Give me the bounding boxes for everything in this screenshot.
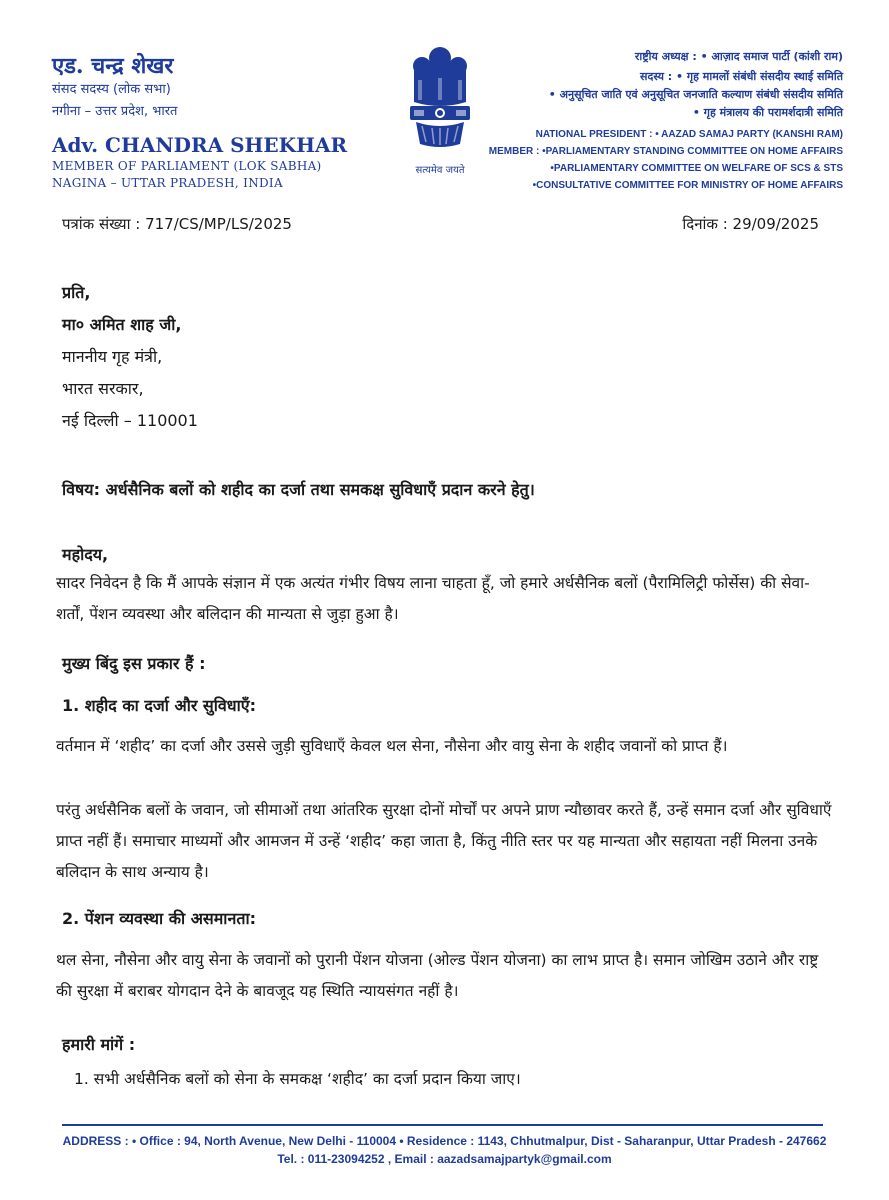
hindi-constituency: नगीना – उत्तर प्रदेश, भारत: [52, 104, 178, 119]
demands-heading: हमारी मांगें :: [62, 1035, 136, 1054]
footer-divider: [62, 1124, 823, 1126]
point2-paragraph: थल सेना, नौसेना और वायु सेना के जवानों को पुरानी पेंशन योजना (ओल्ड पेंशन योजना) का लाभ प्राप्त है। समान जोखिम उठाने और राष्ट्र की सुरक्षा में बराबर योगदान देने के बावजूद यह स्थिति न्यायसंगत नहीं है।: [56, 951, 819, 1000]
demand-1: 1. सभी अर्धसैनिक बलों को सेना के समकक्ष ‘शहीद’ का दर्जा प्रदान किया जाए।: [74, 1070, 521, 1088]
recipient-designation: माननीय गृह मंत्री,: [62, 347, 163, 366]
recipient-name: मा० अमित शाह जी,: [62, 315, 182, 334]
point1-paragraph-1: वर्तमान में ‘शहीद’ का दर्जा और उससे जुड़ी सुविधाएँ केवल थल सेना, नौसेना और वायु सेना के शहीद जवानों को प्राप्त हैं।: [56, 737, 728, 755]
right-english-line-2: MEMBER : •PARLIAMENTARY STANDING COMMITTEE ON HOME AFFAIRS: [488, 146, 843, 157]
emblem-motto: सत्यमेव जयते: [415, 165, 465, 176]
footer-contact: Tel. : 011-23094252 , Email : aazadsamajpartyk@gmail.com: [277, 1152, 612, 1166]
recipient-org: भारत सरकार,: [62, 379, 144, 398]
point2-heading: 2. पेंशन व्यवस्था की असमानता:: [62, 909, 256, 928]
points-heading: मुख्य बिंदु इस प्रकार हैं :: [62, 654, 206, 673]
english-name: Adv. CHANDRA SHEKHAR: [52, 133, 348, 157]
point1-heading: 1. शहीद का दर्जा और सुविधाएँ:: [62, 696, 257, 715]
hindi-name: एड. चन्द्र शेखर: [52, 53, 174, 79]
recipient-to: प्रति,: [62, 283, 91, 302]
letter-date: दिनांक : 29/09/2025: [682, 215, 819, 233]
reference-number: पत्रांक संख्या : 717/CS/MP/LS/2025: [62, 215, 292, 233]
footer-address: ADDRESS : • Office : 94, North Avenue, New Delhi - 110004 • Residence : 1143, Chhutmalpur, Dist - Saharanpur, Uttar Pradesh - 247662: [62, 1134, 827, 1148]
intro-paragraph: सादर निवेदन है कि मैं आपके संज्ञान में एक अत्यंत गंभीर विषय लाना चाहता हूँ, जो हमारे अर्धसैनिक बलों (पैरामिलिट्री फोर्सेस) की सेवा-शर्तों, पेंशन व्यवस्था और बलिदान की मान्यता से जुड़ा हुआ है।: [56, 574, 810, 623]
national-emblem-icon: [400, 40, 480, 160]
letter-subject: विषय: अर्धसैनिक बलों को शहीद का दर्जा तथा समकक्ष सुविधाएँ प्रदान करने हेतु।: [62, 480, 535, 499]
right-hindi-line-4: • गृह मंत्रालय की परामर्शदात्री समिति: [692, 106, 843, 119]
right-hindi-line-1: राष्ट्रीय अध्यक्ष : • आज़ाद समाज पार्टी (कांशी राम): [634, 50, 843, 63]
point1-paragraph-2: परंतु अर्धसैनिक बलों के जवान, जो सीमाओं तथा आंतरिक सुरक्षा दोनों मोर्चों पर अपने प्राण न्यौछावर करते हैं, उन्हें समान दर्जा और सुविधाएँ प्राप्त नहीं हैं। समाचार माध्यमों और आमजन में उन्हें ‘शहीद’ कहा जाता है, किंतु नीति स्तर पर यह मान्यता और सहायता नहीं मिलना उनके बलिदान के साथ अन्याय है।: [56, 801, 832, 881]
english-constituency: NAGINA – UTTAR PRADESH, INDIA: [52, 176, 283, 190]
recipient-address: नई दिल्ली – 110001: [62, 411, 198, 430]
right-english-line-4: •CONSULTATIVE COMMITTEE FOR MINISTRY OF HOME AFFAIRS: [532, 180, 843, 191]
right-english-line-3: •PARLIAMENTARY COMMITTEE ON WELFARE OF SCS & STS: [550, 163, 843, 174]
hindi-role: संसद सदस्य (लोक सभा): [52, 82, 171, 97]
right-hindi-line-3: • अनुसूचित जाति एवं अनुसूचित जनजाति कल्याण संबंधी संसदीय समिति: [548, 88, 843, 101]
right-hindi-line-2: सदस्य : • गृह मामलों संबंधी संसदीय स्थाई समिति: [640, 70, 843, 83]
english-role: MEMBER OF PARLIAMENT (LOK SABHA): [52, 159, 322, 173]
salutation: महोदय,: [62, 545, 109, 564]
right-english-line-1: NATIONAL PRESIDENT : • AAZAD SAMAJ PARTY (KANSHI RAM): [535, 129, 843, 140]
